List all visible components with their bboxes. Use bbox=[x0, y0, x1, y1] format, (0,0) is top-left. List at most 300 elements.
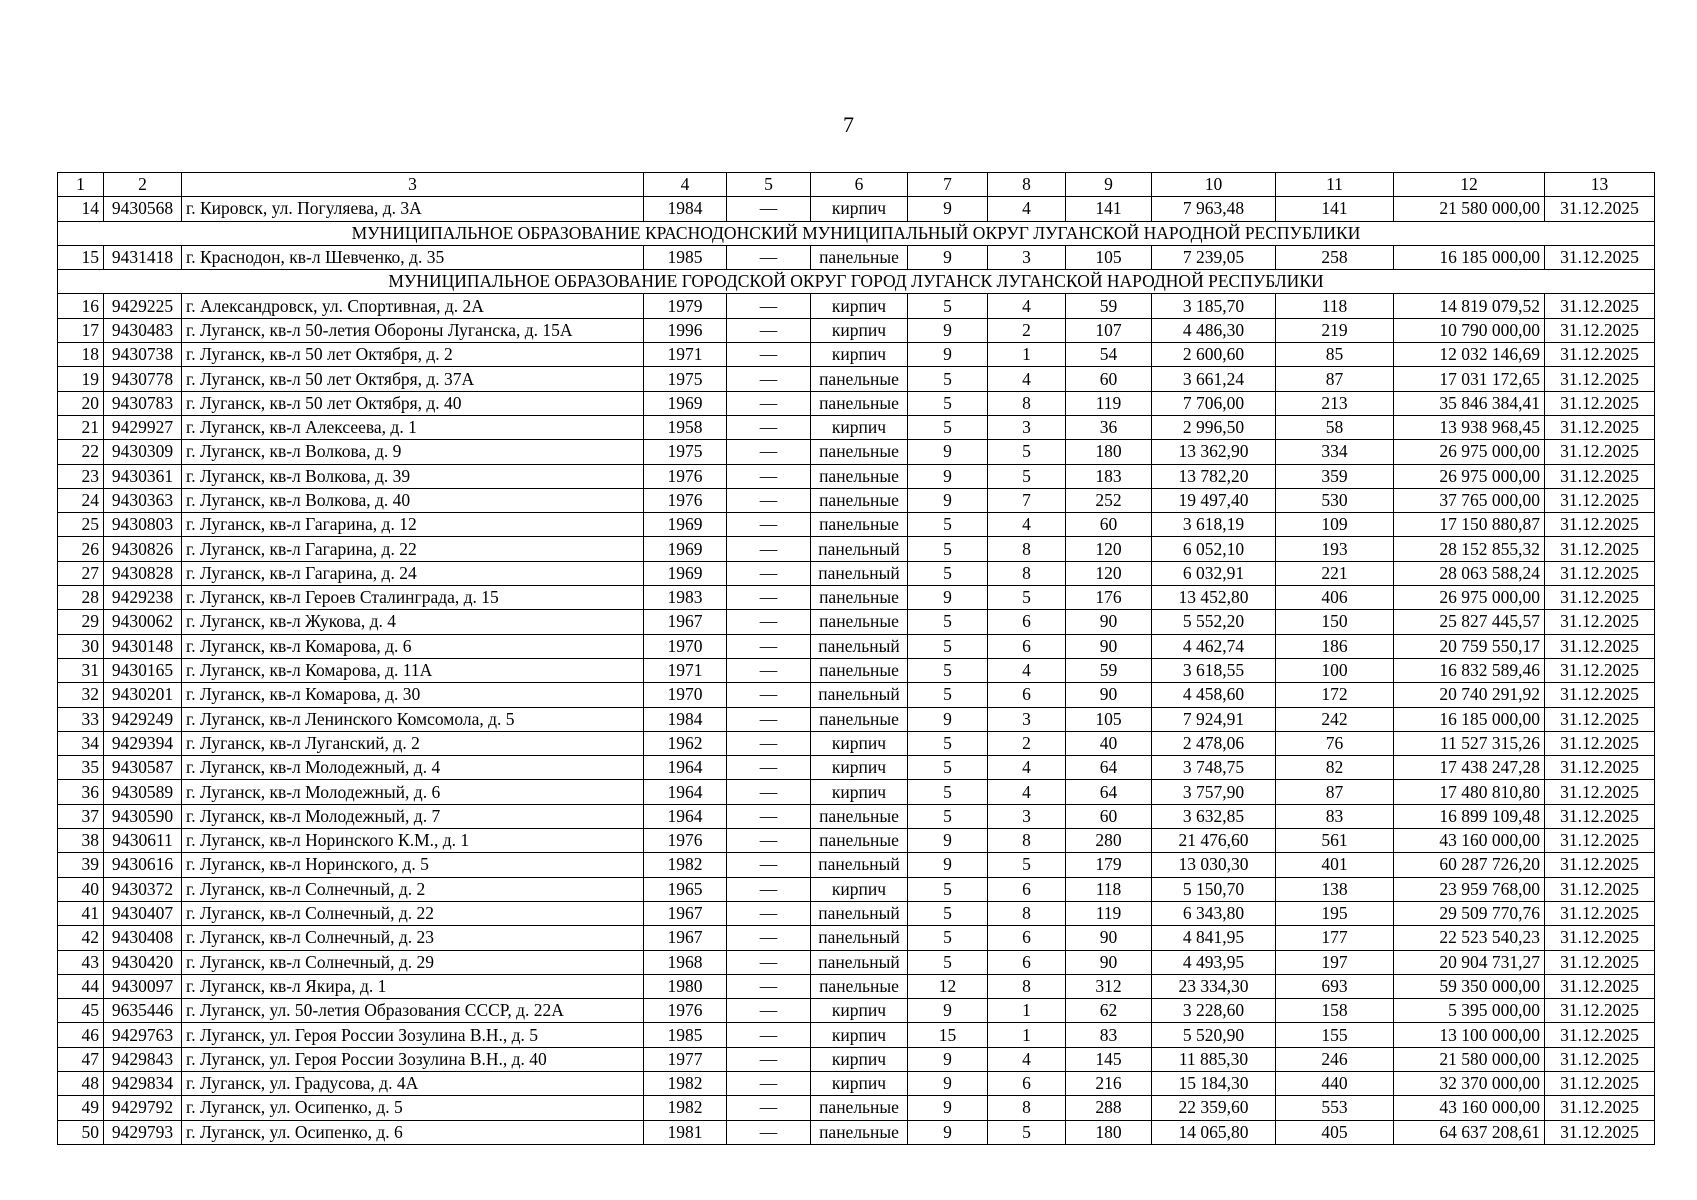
table-cell: 31.12.2025 bbox=[1545, 926, 1655, 950]
table-cell: 1965 bbox=[644, 877, 727, 901]
table-cell: 1970 bbox=[644, 634, 727, 658]
table-cell: 5 bbox=[908, 756, 988, 780]
table-cell: 3 228,60 bbox=[1152, 999, 1276, 1023]
table-cell: 15 184,30 bbox=[1152, 1071, 1276, 1095]
table-cell: 36 bbox=[58, 780, 104, 804]
table-cell: 24 bbox=[58, 488, 104, 512]
table-cell: 9 bbox=[908, 1071, 988, 1095]
table-cell: — bbox=[727, 756, 811, 780]
table-cell: 9429394 bbox=[104, 731, 182, 755]
table-cell: 14 819 079,52 bbox=[1394, 294, 1545, 318]
table-cell: 3 bbox=[988, 415, 1066, 439]
table-cell: 40 bbox=[58, 877, 104, 901]
table-row bbox=[58, 1071, 1655, 1095]
table-cell: кирпич bbox=[811, 731, 908, 755]
table-cell: 5 bbox=[988, 464, 1066, 488]
table-cell: 406 bbox=[1276, 586, 1394, 610]
table-cell: 2 996,50 bbox=[1152, 415, 1276, 439]
table-row bbox=[58, 513, 1655, 537]
table-cell: 5 bbox=[908, 877, 988, 901]
table-cell: 177 bbox=[1276, 926, 1394, 950]
table-cell: 31.12.2025 bbox=[1545, 245, 1655, 269]
table-cell: 9 bbox=[908, 707, 988, 731]
table-cell: 119 bbox=[1066, 901, 1152, 925]
table-cell: 1985 bbox=[644, 245, 727, 269]
table-cell: 1967 bbox=[644, 610, 727, 634]
table-cell: кирпич bbox=[811, 197, 908, 221]
table-cell: 31.12.2025 bbox=[1545, 561, 1655, 585]
table-cell: 54 bbox=[1066, 343, 1152, 367]
table-cell: 5 552,20 bbox=[1152, 610, 1276, 634]
table-cell: 9430826 bbox=[104, 537, 182, 561]
table-cell: 5 bbox=[908, 731, 988, 755]
table-cell: 20 904 731,27 bbox=[1394, 950, 1545, 974]
table-cell: 9 bbox=[908, 343, 988, 367]
table-cell: 90 bbox=[1066, 610, 1152, 634]
table-cell: 216 bbox=[1066, 1071, 1152, 1095]
table-row bbox=[58, 318, 1655, 342]
table-row bbox=[58, 829, 1655, 853]
table-cell: 6 bbox=[988, 610, 1066, 634]
table-cell: 242 bbox=[1276, 707, 1394, 731]
table-cell: 5 bbox=[908, 610, 988, 634]
table-cell: 195 bbox=[1276, 901, 1394, 925]
table-cell: панельные bbox=[811, 440, 908, 464]
table-cell: 90 bbox=[1066, 950, 1152, 974]
address-cell: г. Луганск, кв-л Солнечный, д. 2 bbox=[182, 877, 644, 901]
table-cell: 31.12.2025 bbox=[1545, 853, 1655, 877]
table-cell: — bbox=[727, 707, 811, 731]
address-cell: г. Луганск, кв-л Комарова, д. 11А bbox=[182, 658, 644, 682]
table-cell: 3 185,70 bbox=[1152, 294, 1276, 318]
table-cell: 9429843 bbox=[104, 1047, 182, 1071]
table-cell: 1980 bbox=[644, 974, 727, 998]
table-cell: 23 959 768,00 bbox=[1394, 877, 1545, 901]
table-cell: 109 bbox=[1276, 513, 1394, 537]
table-cell: 31.12.2025 bbox=[1545, 683, 1655, 707]
table-cell: панельные bbox=[811, 513, 908, 537]
table-cell: 252 bbox=[1066, 488, 1152, 512]
table-cell: 9430778 bbox=[104, 367, 182, 391]
table-cell: панельный bbox=[811, 634, 908, 658]
table-cell: 1977 bbox=[644, 1047, 727, 1071]
table-cell: 9430097 bbox=[104, 974, 182, 998]
table-row bbox=[58, 877, 1655, 901]
table-cell: 141 bbox=[1276, 197, 1394, 221]
table-cell: 31.12.2025 bbox=[1545, 1047, 1655, 1071]
address-cell: г. Луганск, кв-л Жукова, д. 4 bbox=[182, 610, 644, 634]
table-cell: 15 bbox=[58, 245, 104, 269]
table-cell: 8 bbox=[988, 1096, 1066, 1120]
table-cell: 4 bbox=[988, 756, 1066, 780]
table-cell: 4 bbox=[988, 197, 1066, 221]
table-cell: 405 bbox=[1276, 1120, 1394, 1144]
table-cell: — bbox=[727, 1047, 811, 1071]
table-cell: 31.12.2025 bbox=[1545, 440, 1655, 464]
table-row bbox=[58, 731, 1655, 755]
table-cell: 4 bbox=[988, 1047, 1066, 1071]
table-cell: 11 885,30 bbox=[1152, 1047, 1276, 1071]
address-cell: г. Луганск, кв-л Волкова, д. 40 bbox=[182, 488, 644, 512]
table-cell: панельные bbox=[811, 367, 908, 391]
address-cell: г. Луганск, кв-л Алексеева, д. 1 bbox=[182, 415, 644, 439]
table-cell: 37 765 000,00 bbox=[1394, 488, 1545, 512]
table-cell: 31.12.2025 bbox=[1545, 294, 1655, 318]
table-cell: 20 759 550,17 bbox=[1394, 634, 1545, 658]
table-cell: 45 bbox=[58, 999, 104, 1023]
table-row bbox=[58, 197, 1655, 221]
table-cell: 4 bbox=[988, 513, 1066, 537]
table-cell: 186 bbox=[1276, 634, 1394, 658]
address-cell: г. Луганск, кв-л 50-летия Обороны Луганска, д. 15А bbox=[182, 318, 644, 342]
table-cell: 5 bbox=[908, 367, 988, 391]
table-cell: 9430363 bbox=[104, 488, 182, 512]
table-cell: 26 975 000,00 bbox=[1394, 464, 1545, 488]
table-cell: — bbox=[727, 731, 811, 755]
table-cell: 288 bbox=[1066, 1096, 1152, 1120]
address-cell: г. Луганск, кв-л Гагарина, д. 24 bbox=[182, 561, 644, 585]
table-cell: 25 bbox=[58, 513, 104, 537]
table-cell: 33 bbox=[58, 707, 104, 731]
table-cell: 6 bbox=[988, 1071, 1066, 1095]
table-cell: 7 924,91 bbox=[1152, 707, 1276, 731]
table-cell: 3 632,85 bbox=[1152, 804, 1276, 828]
table-cell: 5 bbox=[908, 634, 988, 658]
table-cell: 25 827 445,57 bbox=[1394, 610, 1545, 634]
table-cell: 64 637 208,61 bbox=[1394, 1120, 1545, 1144]
table-cell: 21 bbox=[58, 415, 104, 439]
table-cell: 359 bbox=[1276, 464, 1394, 488]
column-number: 3 bbox=[182, 173, 644, 197]
table-cell: 28 063 588,24 bbox=[1394, 561, 1545, 585]
table-cell: 30 bbox=[58, 634, 104, 658]
table-cell: 13 030,30 bbox=[1152, 853, 1276, 877]
table-cell: 5 bbox=[988, 1120, 1066, 1144]
table-cell: 1964 bbox=[644, 756, 727, 780]
table-cell: 26 bbox=[58, 537, 104, 561]
table-cell: 6 bbox=[988, 877, 1066, 901]
column-number: 9 bbox=[1066, 173, 1152, 197]
table-cell: панельные bbox=[811, 488, 908, 512]
table-cell: 31.12.2025 bbox=[1545, 197, 1655, 221]
table-cell: 2 bbox=[988, 731, 1066, 755]
table-cell: 8 bbox=[988, 561, 1066, 585]
table-row bbox=[58, 780, 1655, 804]
table-cell: 172 bbox=[1276, 683, 1394, 707]
table-cell: 2 478,06 bbox=[1152, 731, 1276, 755]
column-number: 1 bbox=[58, 173, 104, 197]
address-cell: г. Луганск, кв-л Луганский, д. 2 bbox=[182, 731, 644, 755]
table-row bbox=[58, 245, 1655, 269]
table-cell: 197 bbox=[1276, 950, 1394, 974]
table-cell: 9429834 bbox=[104, 1071, 182, 1095]
table-cell: 213 bbox=[1276, 391, 1394, 415]
table-cell: 9 bbox=[908, 1120, 988, 1144]
table-cell: 6 bbox=[988, 926, 1066, 950]
table-cell: 3 bbox=[988, 245, 1066, 269]
table-cell: 1971 bbox=[644, 658, 727, 682]
table-cell: 59 bbox=[1066, 658, 1152, 682]
table-cell: 5 bbox=[988, 853, 1066, 877]
table-cell: 18 bbox=[58, 343, 104, 367]
table-cell: 49 bbox=[58, 1096, 104, 1120]
table-cell: 31.12.2025 bbox=[1545, 537, 1655, 561]
table-cell: 1996 bbox=[644, 318, 727, 342]
table-cell: 43 160 000,00 bbox=[1394, 829, 1545, 853]
table-cell: 12 032 146,69 bbox=[1394, 343, 1545, 367]
table-cell: 60 bbox=[1066, 513, 1152, 537]
table-cell: — bbox=[727, 367, 811, 391]
table-cell: 4 bbox=[988, 294, 1066, 318]
address-cell: г. Луганск, кв-л Гагарина, д. 12 bbox=[182, 513, 644, 537]
table-cell: 7 bbox=[988, 488, 1066, 512]
table-cell: 5 bbox=[908, 901, 988, 925]
table-cell: 3 661,24 bbox=[1152, 367, 1276, 391]
table-cell: панельные bbox=[811, 658, 908, 682]
table-row bbox=[58, 950, 1655, 974]
table-row bbox=[58, 1023, 1655, 1047]
table-cell: — bbox=[727, 804, 811, 828]
table-cell: 31.12.2025 bbox=[1545, 731, 1655, 755]
address-cell: г. Луганск, кв-л Комарова, д. 30 bbox=[182, 683, 644, 707]
table-cell: 7 706,00 bbox=[1152, 391, 1276, 415]
address-cell: г. Луганск, ул. Осипенко, д. 6 bbox=[182, 1120, 644, 1144]
table-cell: 180 bbox=[1066, 440, 1152, 464]
table-cell: 553 bbox=[1276, 1096, 1394, 1120]
table-cell: — bbox=[727, 464, 811, 488]
table-cell: 31.12.2025 bbox=[1545, 415, 1655, 439]
table-cell: 16 185 000,00 bbox=[1394, 245, 1545, 269]
table-cell: 36 bbox=[1066, 415, 1152, 439]
table-cell: 31.12.2025 bbox=[1545, 488, 1655, 512]
table-cell: 14 bbox=[58, 197, 104, 221]
table-cell: 5 520,90 bbox=[1152, 1023, 1276, 1047]
table-row bbox=[58, 926, 1655, 950]
table-cell: 90 bbox=[1066, 683, 1152, 707]
table-cell: 1976 bbox=[644, 999, 727, 1023]
table-cell: 4 486,30 bbox=[1152, 318, 1276, 342]
table-cell: 28 bbox=[58, 586, 104, 610]
table-cell: 27 bbox=[58, 561, 104, 585]
table-cell: 8 bbox=[988, 829, 1066, 853]
header-row bbox=[58, 173, 1655, 197]
table-cell: 4 493,95 bbox=[1152, 950, 1276, 974]
table-cell: — bbox=[727, 415, 811, 439]
table-cell: 22 523 540,23 bbox=[1394, 926, 1545, 950]
table-cell: 4 458,60 bbox=[1152, 683, 1276, 707]
table-cell: 8 bbox=[988, 537, 1066, 561]
table-row bbox=[58, 683, 1655, 707]
table-cell: 12 bbox=[908, 974, 988, 998]
address-cell: г. Луганск, кв-л Молодежный, д. 6 bbox=[182, 780, 644, 804]
table-cell: 2 bbox=[988, 318, 1066, 342]
table-cell: 21 476,60 bbox=[1152, 829, 1276, 853]
table-row bbox=[58, 1096, 1655, 1120]
column-number: 10 bbox=[1152, 173, 1276, 197]
table-cell: 14 065,80 bbox=[1152, 1120, 1276, 1144]
table-cell: панельные bbox=[811, 974, 908, 998]
table-cell: 1985 bbox=[644, 1023, 727, 1047]
table-cell: 3 757,90 bbox=[1152, 780, 1276, 804]
table-cell: 118 bbox=[1066, 877, 1152, 901]
table-cell: 105 bbox=[1066, 245, 1152, 269]
table-cell: 9 bbox=[908, 245, 988, 269]
table-cell: — bbox=[727, 488, 811, 512]
table-cell: панельный bbox=[811, 853, 908, 877]
table-cell: 9 bbox=[908, 197, 988, 221]
table-cell: 7 239,05 bbox=[1152, 245, 1276, 269]
table-cell: 60 bbox=[1066, 367, 1152, 391]
table-cell: 19 497,40 bbox=[1152, 488, 1276, 512]
table-cell: 2 600,60 bbox=[1152, 343, 1276, 367]
table-cell: 85 bbox=[1276, 343, 1394, 367]
table-cell: 38 bbox=[58, 829, 104, 853]
table-cell: 5 395 000,00 bbox=[1394, 999, 1545, 1023]
table-cell: — bbox=[727, 901, 811, 925]
table-cell: 1984 bbox=[644, 197, 727, 221]
table-cell: 183 bbox=[1066, 464, 1152, 488]
table-cell: 9 bbox=[908, 586, 988, 610]
table-cell: 1964 bbox=[644, 804, 727, 828]
table-cell: 9431418 bbox=[104, 245, 182, 269]
table-row bbox=[58, 464, 1655, 488]
table-cell: 37 bbox=[58, 804, 104, 828]
table-cell: 31.12.2025 bbox=[1545, 1023, 1655, 1047]
table-cell: 9430587 bbox=[104, 756, 182, 780]
table-cell: панельный bbox=[811, 683, 908, 707]
table-cell: 83 bbox=[1276, 804, 1394, 828]
table-row bbox=[58, 367, 1655, 391]
table-cell: 31.12.2025 bbox=[1545, 658, 1655, 682]
address-cell: г. Луганск, ул. Градусова, д. 4А bbox=[182, 1071, 644, 1095]
table-cell: панельные bbox=[811, 245, 908, 269]
address-cell: г. Луганск, кв-л Якира, д. 1 bbox=[182, 974, 644, 998]
column-number: 5 bbox=[727, 173, 811, 197]
table-cell: 31.12.2025 bbox=[1545, 707, 1655, 731]
table-cell: 31.12.2025 bbox=[1545, 464, 1655, 488]
address-cell: г. Кировск, ул. Погуляева, д. 3А bbox=[182, 197, 644, 221]
table-cell: 107 bbox=[1066, 318, 1152, 342]
table-cell: — bbox=[727, 391, 811, 415]
column-number: 4 bbox=[644, 173, 727, 197]
table-cell: 9430309 bbox=[104, 440, 182, 464]
table-cell: 60 287 726,20 bbox=[1394, 853, 1545, 877]
table-cell: 28 152 855,32 bbox=[1394, 537, 1545, 561]
table-cell: панельный bbox=[811, 950, 908, 974]
table-cell: — bbox=[727, 318, 811, 342]
table-cell: 5 bbox=[908, 658, 988, 682]
table-cell: 4 841,95 bbox=[1152, 926, 1276, 950]
table-cell: 5 bbox=[908, 391, 988, 415]
table-row bbox=[58, 537, 1655, 561]
table-cell: — bbox=[727, 245, 811, 269]
table-cell: 1969 bbox=[644, 513, 727, 537]
table-cell: 23 334,30 bbox=[1152, 974, 1276, 998]
table-cell: панельные bbox=[811, 1120, 908, 1144]
table-cell: 31.12.2025 bbox=[1545, 780, 1655, 804]
table-cell: 1982 bbox=[644, 853, 727, 877]
table-cell: — bbox=[727, 513, 811, 537]
table-cell: кирпич bbox=[811, 1023, 908, 1047]
table-cell: 193 bbox=[1276, 537, 1394, 561]
table-cell: 9430361 bbox=[104, 464, 182, 488]
housing-register-table bbox=[57, 172, 1655, 1145]
table-cell: 64 bbox=[1066, 756, 1152, 780]
table-cell: 3 618,19 bbox=[1152, 513, 1276, 537]
table-cell: 246 bbox=[1276, 1047, 1394, 1071]
address-cell: г. Луганск, кв-л Солнечный, д. 29 bbox=[182, 950, 644, 974]
address-cell: г. Луганск, кв-л Героев Сталинграда, д. 15 bbox=[182, 586, 644, 610]
address-cell: г. Луганск, кв-л Комарова, д. 6 bbox=[182, 634, 644, 658]
table-cell: кирпич bbox=[811, 343, 908, 367]
table-cell: 1 bbox=[988, 999, 1066, 1023]
table-cell: 9430738 bbox=[104, 343, 182, 367]
table-cell: — bbox=[727, 853, 811, 877]
table-cell: 31.12.2025 bbox=[1545, 950, 1655, 974]
table-cell: 119 bbox=[1066, 391, 1152, 415]
table-cell: 9430372 bbox=[104, 877, 182, 901]
table-cell: 1964 bbox=[644, 780, 727, 804]
table-cell: 530 bbox=[1276, 488, 1394, 512]
table-cell: 1969 bbox=[644, 561, 727, 585]
table-cell: 693 bbox=[1276, 974, 1394, 998]
table-cell: 31.12.2025 bbox=[1545, 1096, 1655, 1120]
table-row bbox=[58, 901, 1655, 925]
table-cell: 32 370 000,00 bbox=[1394, 1071, 1545, 1095]
section-heading-row bbox=[58, 221, 1655, 245]
table-cell: 5 bbox=[908, 294, 988, 318]
table-cell: 4 bbox=[988, 780, 1066, 804]
table-cell: 64 bbox=[1066, 780, 1152, 804]
address-cell: г. Луганск, кв-л 50 лет Октября, д. 37А bbox=[182, 367, 644, 391]
table-cell: 9 bbox=[908, 1096, 988, 1120]
table-cell: 13 362,90 bbox=[1152, 440, 1276, 464]
table-cell: панельный bbox=[811, 901, 908, 925]
table-cell: 219 bbox=[1276, 318, 1394, 342]
address-cell: г. Луганск, кв-л Норинского К.М., д. 1 bbox=[182, 829, 644, 853]
table-cell: 155 bbox=[1276, 1023, 1394, 1047]
table-cell: 9430589 bbox=[104, 780, 182, 804]
address-cell: г. Краснодон, кв-л Шевченко, д. 35 bbox=[182, 245, 644, 269]
table-cell: 9430407 bbox=[104, 901, 182, 925]
table-cell: 1962 bbox=[644, 731, 727, 755]
column-number: 12 bbox=[1394, 173, 1545, 197]
table-row bbox=[58, 658, 1655, 682]
table-row bbox=[58, 488, 1655, 512]
table-cell: 9635446 bbox=[104, 999, 182, 1023]
table-cell: — bbox=[727, 926, 811, 950]
table-cell: 561 bbox=[1276, 829, 1394, 853]
table-cell: — bbox=[727, 1071, 811, 1095]
table-cell: 31.12.2025 bbox=[1545, 877, 1655, 901]
table-cell: 5 bbox=[908, 513, 988, 537]
column-number: 6 bbox=[811, 173, 908, 197]
table-cell: 20 bbox=[58, 391, 104, 415]
table-cell: 31.12.2025 bbox=[1545, 586, 1655, 610]
table-cell: 40 bbox=[1066, 731, 1152, 755]
table-cell: 440 bbox=[1276, 1071, 1394, 1095]
table-cell: 334 bbox=[1276, 440, 1394, 464]
table-cell: 5 bbox=[908, 926, 988, 950]
table-cell: панельные bbox=[811, 707, 908, 731]
table-row bbox=[58, 610, 1655, 634]
table-cell: 31.12.2025 bbox=[1545, 343, 1655, 367]
table-cell: 31.12.2025 bbox=[1545, 1071, 1655, 1095]
table-row bbox=[58, 999, 1655, 1023]
table-cell: 82 bbox=[1276, 756, 1394, 780]
table-cell: панельный bbox=[811, 926, 908, 950]
column-number: 2 bbox=[104, 173, 182, 197]
